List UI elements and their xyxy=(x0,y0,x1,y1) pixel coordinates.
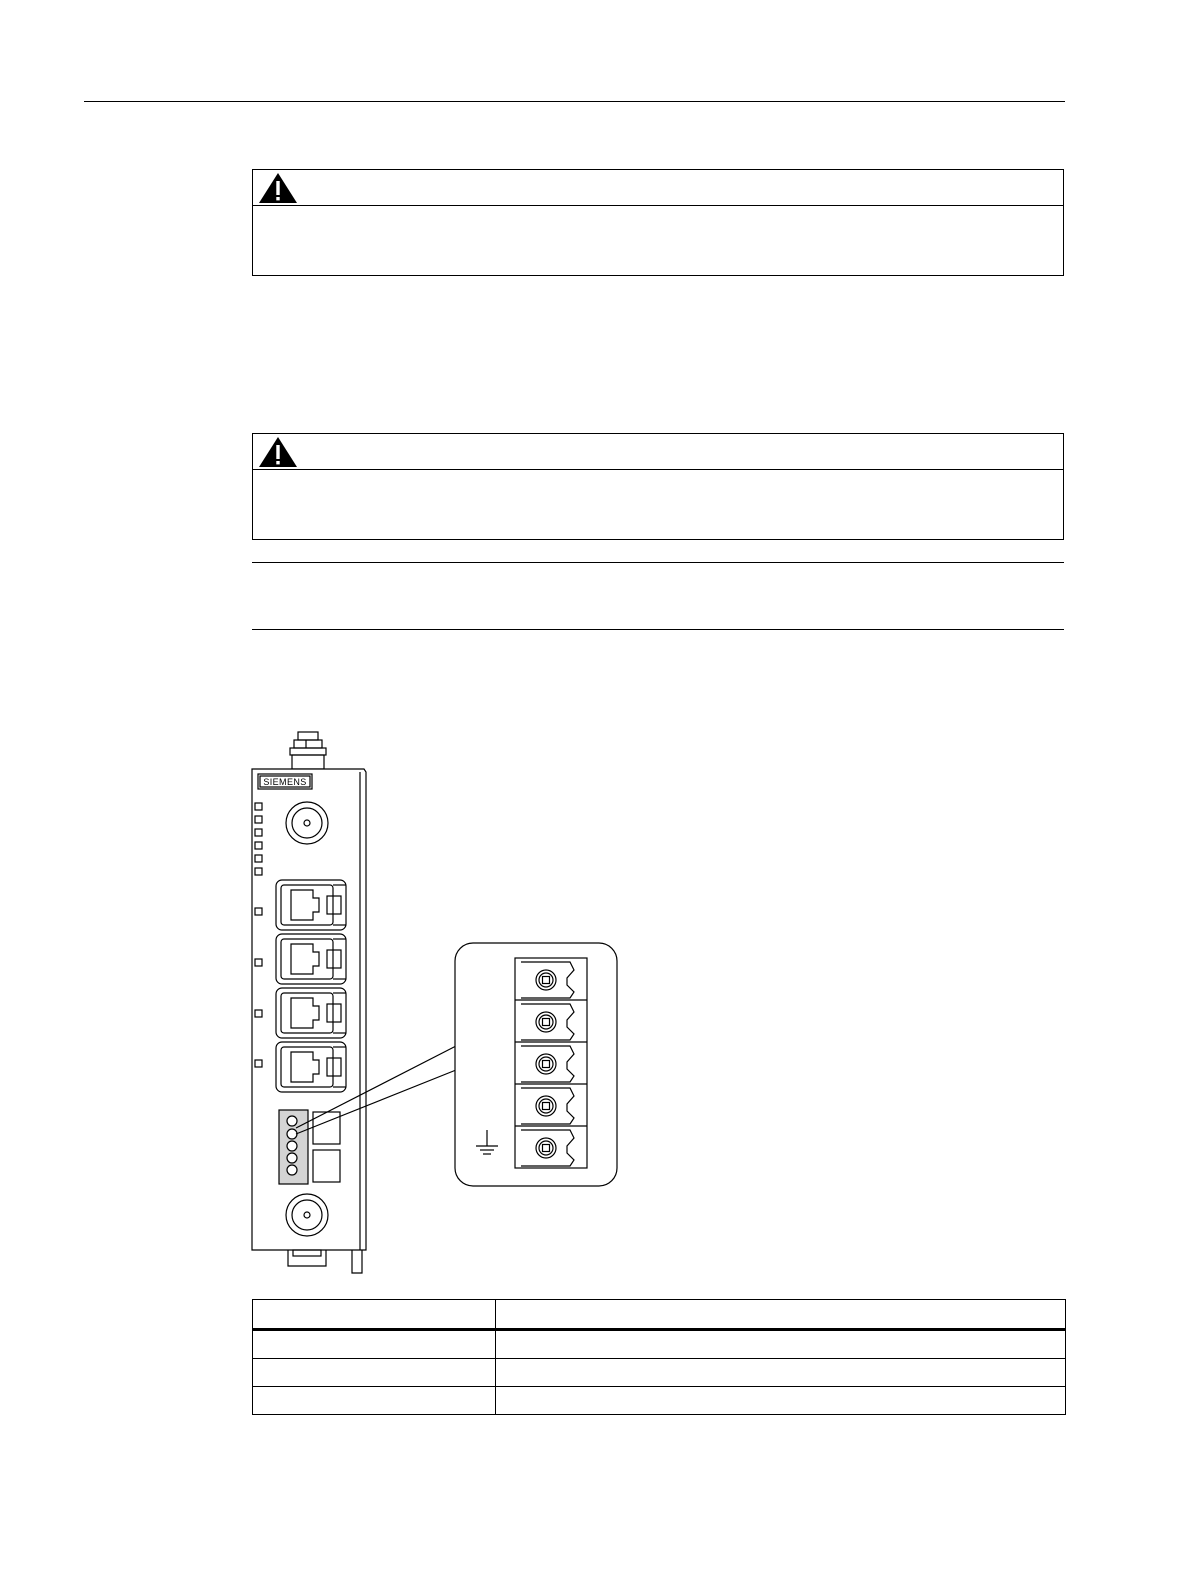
warning-box-header xyxy=(253,434,1063,470)
table-header-row xyxy=(253,1300,1066,1330)
warning-triangle-icon xyxy=(258,436,298,468)
table-cell xyxy=(496,1387,1066,1415)
brand-label: SIEMENS xyxy=(263,777,307,787)
connector-table xyxy=(252,1299,1066,1415)
warning-box-2 xyxy=(252,433,1064,540)
table-cell xyxy=(496,1359,1066,1387)
table-cell xyxy=(253,1330,496,1359)
header-rule xyxy=(84,101,1065,102)
note-top-rule xyxy=(252,562,1064,563)
table-cell xyxy=(496,1330,1066,1359)
warning-box-body xyxy=(253,206,1063,274)
warning-box-1 xyxy=(252,169,1064,276)
warning-box-header xyxy=(253,170,1063,206)
bottom-clip-right xyxy=(352,1250,362,1273)
table-row xyxy=(253,1359,1066,1387)
note-bottom-rule xyxy=(252,629,1064,630)
warning-triangle-icon xyxy=(258,172,298,204)
top-antenna-connector-icon xyxy=(290,732,326,769)
device-front-illustration xyxy=(230,725,630,1280)
power-terminal-block xyxy=(279,1110,308,1184)
table-row xyxy=(253,1330,1066,1359)
table-header-cell xyxy=(496,1300,1066,1330)
table-row xyxy=(253,1387,1066,1415)
warning-box-body xyxy=(253,470,1063,538)
table-cell xyxy=(253,1359,496,1387)
table-header-cell xyxy=(253,1300,496,1330)
device-housing xyxy=(252,769,366,1250)
table-cell xyxy=(253,1387,496,1415)
bottom-clip-left xyxy=(288,1250,326,1266)
